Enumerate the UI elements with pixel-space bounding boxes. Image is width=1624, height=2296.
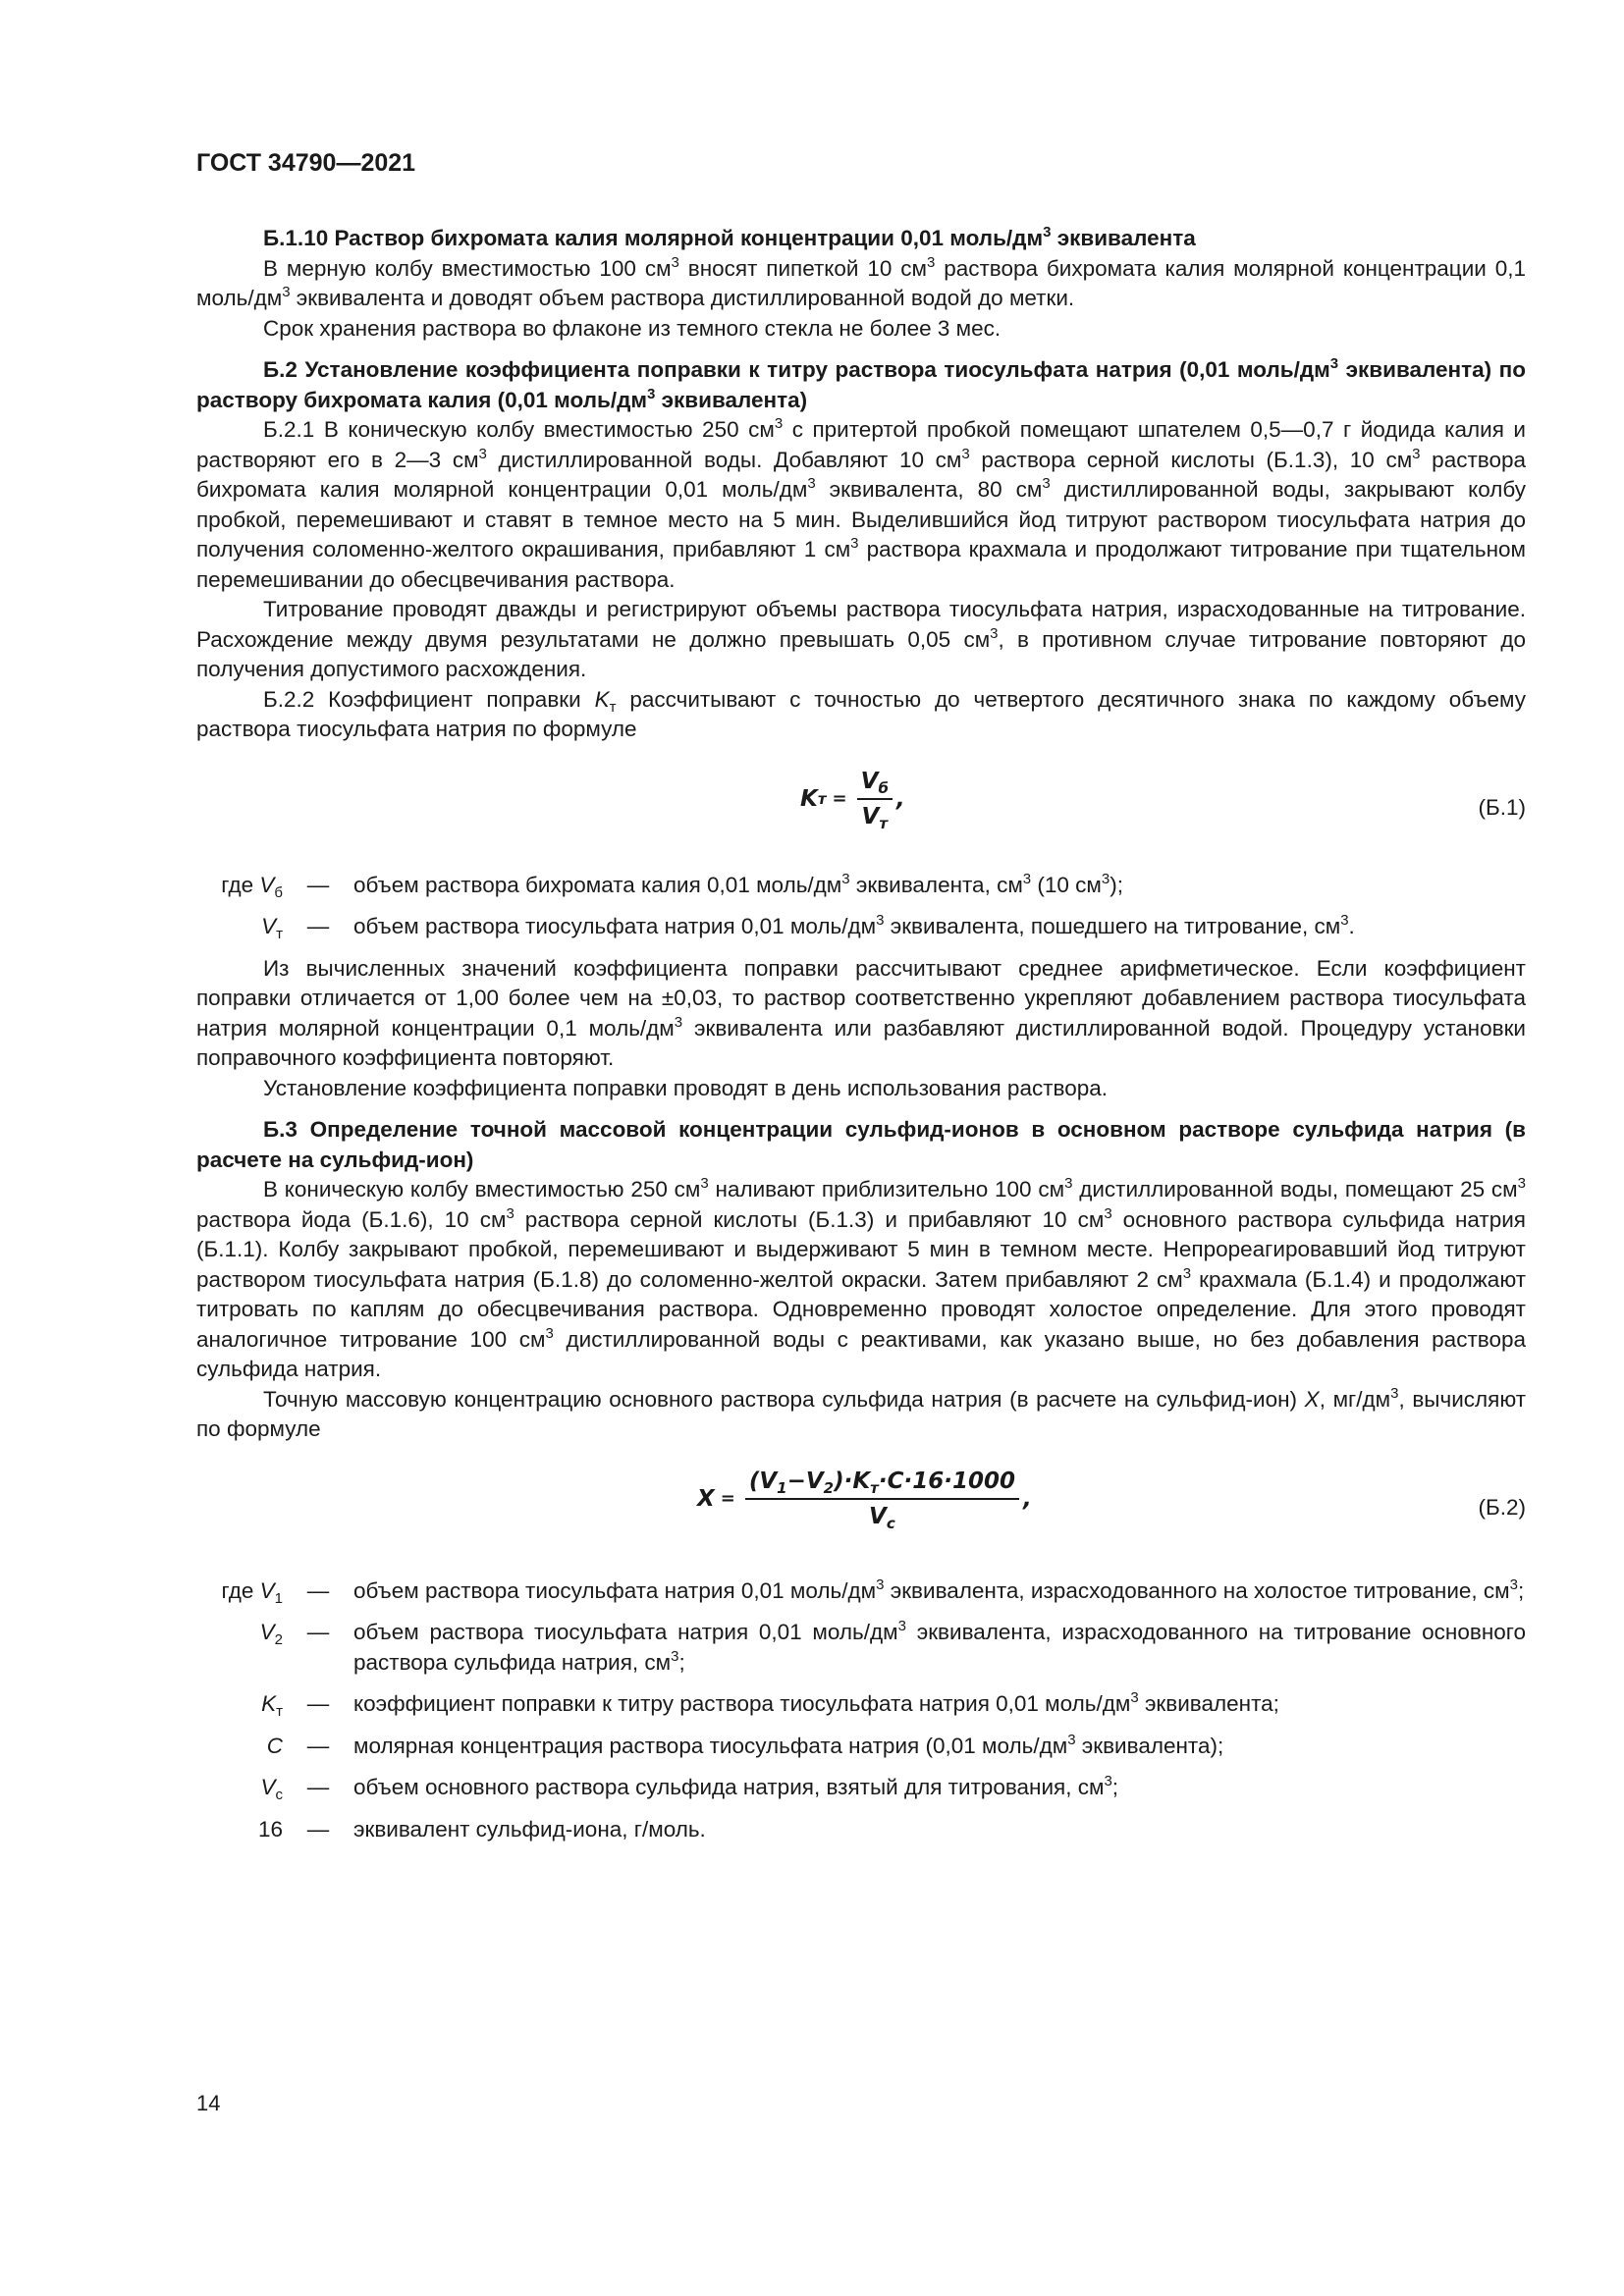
section-heading-b2: Б.2 Установление коэффициента поправки к титру раствора тиосульфата натрия (0,01 моль/$дм^3$ эквивалента) по раствору бихромата калия (0,01 моль/$дм^3$ эквивалента) — [196, 355, 1526, 412]
where-list-b1 — [196, 871, 1526, 942]
paragraph: Установление коэффициента поправки проводят в день использования раствора. — [263, 1075, 1109, 1100]
where-item: $V_2$ — объем раствора тиосульфата натрия 0,01 моль/$дм^3$ эквивалента, израсходованного на титрование основного раствора сульфида натрия, $см^3$; — [259, 1618, 1526, 1675]
paragraph: В мерную колбу вместимостью 100 $см^3$ вносят пипеткой 10 $см^3$ раствора бихромата калия молярной концентрации 0,1 моль/$дм^3$ эквивалента и доводят объем раствора дистиллированной водой до метки. — [196, 253, 1526, 310]
where-item: $V_c$ — объем основного раствора сульфида натрия, взятый для титрования, $см^3$; — [260, 1773, 1119, 1803]
where-item: $K_т$ — коэффициент поправки к титру раствора тиосульфата натрия 0,01 моль/$дм^3$ эквивалента; — [261, 1689, 1279, 1720]
paragraph: Титрование проводят дважды и регистрируют объемы раствора тиосульфата натрия, израсходованные на титрование. Расхождение между двумя результатами не должно превышать 0,05 $см^3$, в противном случае титрование повторяют до получения допустимого расхождения. — [196, 597, 1526, 681]
section-heading-b3: Б.3 Определение точной массовой концентрации сульфид-ионов в основном растворе сульфида натрия (в расчете на сульфид-ион) — [196, 1117, 1526, 1172]
where-item: $V_т$ — объем раствора тиосульфата натрия 0,01 моль/$дм^3$ эквивалента, пошедшего на титрование, $см^3$. — [261, 912, 1355, 942]
page-content — [196, 224, 1526, 1856]
section-heading-b110: Б.1.10 Раствор бихромата калия молярной концентрации 0,01 моль/$дм^3$ эквивалента — [263, 224, 1196, 250]
where-list-b2 — [196, 1576, 1526, 1845]
paragraph: Срок хранения раствора во флаконе из темного стекла не более 3 мес. — [263, 315, 1001, 341]
where-item: где $V_б$ — объем раствора бихромата калия 0,01 моль/$дм^3$ эквивалента, $см^3$ (10 $см^3$); — [221, 870, 1123, 901]
formula-b2 — [196, 1459, 1526, 1557]
paragraph: Точную массовую концентрацию основного раствора сульфида натрия (в расчете на сульфид-ион) X, $мг/дм^3$, вычисляют по формуле — [196, 1384, 1527, 1441]
paragraph: В коническую колбу вместимостью 250 $см^3$ наливают приблизительно 100 $см^3$ дистиллированной воды, помещают 25 $см^3$ раствора йода (Б.1.6), 10 $см^3$ раствора серной кислоты (Б.1.3) и прибавляют 10 $см^3$ основного раствора сульфида натрия (Б.1.1). Колбу закрывают пробкой, перемешивают и выдерживают 5 мин в темном месте. Непрореагировавший йод титруют раствором тиосульфата натрия (Б.1.8) до соломенно-желтой окраски. Затем прибавляют 2 $см^3$ крахмала (Б.1.4) и продолжают титровать по каплям до обесцвечивания раствора. Одновременно проводят холостое определение. Для этого проводят аналогичное титрование 100 $см^3$ дистиллированной воды с реактивами, как указано выше, но без добавления раствора сульфида натрия. — [196, 1175, 1527, 1381]
formula-b1-expression: K т = $\frac{V_б}{V_т}$ , — [800, 768, 905, 832]
formula-b2-expression: X = $\frac{(V_1-V_2)\cdot K_т\cdot C\cdot 16\cdot 1000}{V_c}$ , — [697, 1468, 1032, 1532]
fraction: $\frac{(V_1-V_2)\cdot K_т\cdot C\cdot 16\cdot 1000}{V_c}$ — [745, 1467, 1019, 1532]
paragraph: Из вычисленных значений коэффициента поправки рассчитывают среднее арифметическое. Если коэффициент поправки отличается от 1,00 более чем на ±0,03, то раствор соответственно укрепляют добавлением раствора тиосульфата натрия молярной концентрации 0,1 моль/$дм^3$ эквивалента или разбавляют дистиллированной водой. Процедуру установки поправочного коэффициента повторяют. — [196, 955, 1526, 1070]
formula-number: (Б.2) — [1478, 1494, 1526, 1520]
page-header: ГОСТ 34790—2021 — [196, 149, 416, 177]
page-number: 14 — [196, 2091, 221, 2115]
fraction: $\frac{V_б}{V_т}$ — [857, 767, 893, 832]
paragraph: Б.2.1 В коническую колбу вместимостью 250 $см^3$ с притертой пробкой помещают шпателем 0,5—0,7 г йодида калия и растворяют его в 2—3 $см^3$ дистиллированной воды. Добавляют 10 $см^3$ раствора серной кислоты (Б.1.3), 10 $см^3$ раствора бихромата калия молярной концентрации 0,01 моль/$дм^3$ эквивалента, 80 $см^3$ дистиллированной воды, закрывают колбу пробкой, перемешивают и ставят в темное место на 5 мин. Выделившийся йод титруют раствором тиосульфата натрия до получения соломенно-желтого окрашивания, прибавляют 1 $см^3$ раствора крахмала и продолжают титрование при тщательном перемешивании до обесцвечивания раствора. — [196, 415, 1527, 592]
where-item: C — молярная концентрация раствора тиосульфата натрия (0,01 моль/$дм^3$ эквивалента); — [266, 1731, 1224, 1758]
where-item: где $V_1$ — объем раствора тиосульфата натрия 0,01 моль/$дм^3$ эквивалента, израсходованного на холостое титрование, $см^3$; — [221, 1575, 1525, 1607]
where-item: 16 — эквивалент сульфид-иона, г/моль. — [257, 1816, 706, 1842]
paragraph: Б.2.2 Коэффициент поправки $K_т$ рассчитывают с точностью до четвертого десятичного знака по каждому объему раствора тиосульфата натрия по формуле — [196, 686, 1526, 741]
formula-b1 — [196, 759, 1526, 857]
formula-number: (Б.1) — [1478, 794, 1526, 820]
